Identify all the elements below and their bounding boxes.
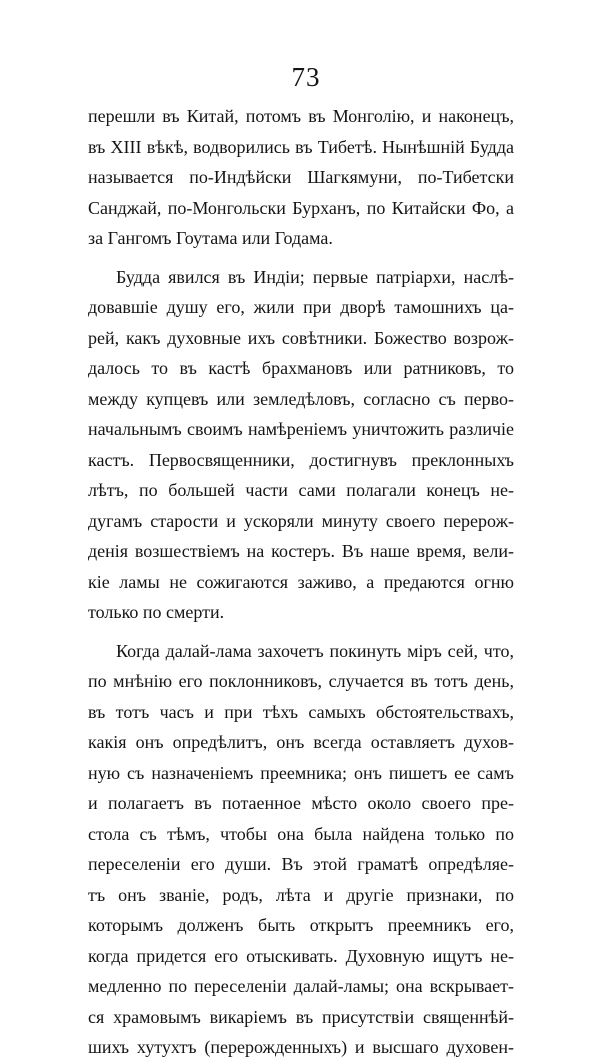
text-line: перешли въ Китай, потомъ въ Монголію, и наконецъ, — [88, 106, 514, 126]
text-line: рей, какъ духовные ихъ совѣтники. Божество возрож- — [88, 327, 514, 348]
text-line: кастъ. Первосвященники, достигнувъ преклонныхъ — [88, 449, 514, 470]
text-line: тъ онъ званіе, родъ, лѣта и другіе признаки, по — [88, 884, 514, 905]
text-line: за Гангомъ Гоутама или Годама. — [88, 228, 333, 248]
text-line: денія возшествіемъ на костеръ. Въ наше время, вели- — [88, 541, 514, 561]
text-line: Санджай, по-Монгольски Бурханъ, по Китайски Фо, а — [88, 197, 514, 218]
text-line: называется по-Индѣйски Шагкямуни, по-Тибетски — [88, 167, 514, 187]
text-line: ную съ назначеніемъ преемника; онъ пишетъ ее самъ — [88, 762, 514, 783]
text-line: какія онъ опредѣлитъ, онъ всегда оставляетъ духов- — [88, 732, 514, 752]
text-line: въ XIII вѣкѣ, водворились въ Тибетѣ. Нынѣшній Будда — [88, 136, 514, 157]
text-line: довавшіе душу его, жили при дворѣ тамошнихъ ца- — [88, 297, 514, 317]
text-line: ся храмовымъ викаріемъ въ присутствіи священнѣй- — [88, 1006, 514, 1027]
text-line: далось то въ кастѣ брахмановъ или ратниковъ, то — [88, 358, 514, 378]
paragraph-3 — [88, 636, 514, 1063]
text-line: переселеніи его души. Въ этой граматѣ опредѣляе- — [88, 854, 514, 874]
text-line: по мнѣнію его поклонниковъ, случается въ тотъ день, — [88, 671, 514, 691]
text-line: между купцевъ или земледѣловъ, согласно съ перво- — [88, 388, 514, 409]
text-line: лѣтъ, по большей части сами полагали конецъ не- — [88, 480, 514, 500]
paragraph-2 — [88, 262, 514, 628]
text-line: и полагаетъ въ потаенное мѣсто около своего пре- — [88, 793, 514, 813]
body-text — [88, 101, 514, 1063]
text-line: которымъ долженъ быть открытъ преемникъ его, — [88, 915, 514, 935]
text-line: Когда далай-лама захочетъ покинуть міръ сей, что, — [116, 640, 514, 661]
text-line: кіе ламы не сожигаются заживо, а предаются огню — [88, 571, 514, 592]
text-line: Будда явился въ Индіи; первые патріархи, наслѣ- — [116, 266, 514, 287]
text-line: медленно по переселеніи далай-ламы; она вскрывает- — [88, 976, 514, 996]
text-line: дугамъ старости и ускоряли минуту своего перерож- — [88, 510, 514, 531]
paragraph-1 — [88, 101, 514, 254]
text-line: только по смерти. — [88, 602, 225, 622]
text-line: въ тотъ часъ и при тѣхъ самыхъ обстоятельствахъ, — [88, 701, 514, 722]
text-line: когда придется его отыскивать. Духовную ищутъ не- — [88, 945, 514, 966]
text-line: стола съ тѣмъ, чтобы она была найдена только по — [88, 823, 514, 844]
page-number: 73 — [291, 62, 321, 92]
text-line: шихъ хутухтъ (перерожденныхъ) и высшаго духовен- — [88, 1037, 514, 1057]
text-line: начальнымъ своимъ намѣреніемъ уничтожить различіе — [88, 419, 514, 439]
